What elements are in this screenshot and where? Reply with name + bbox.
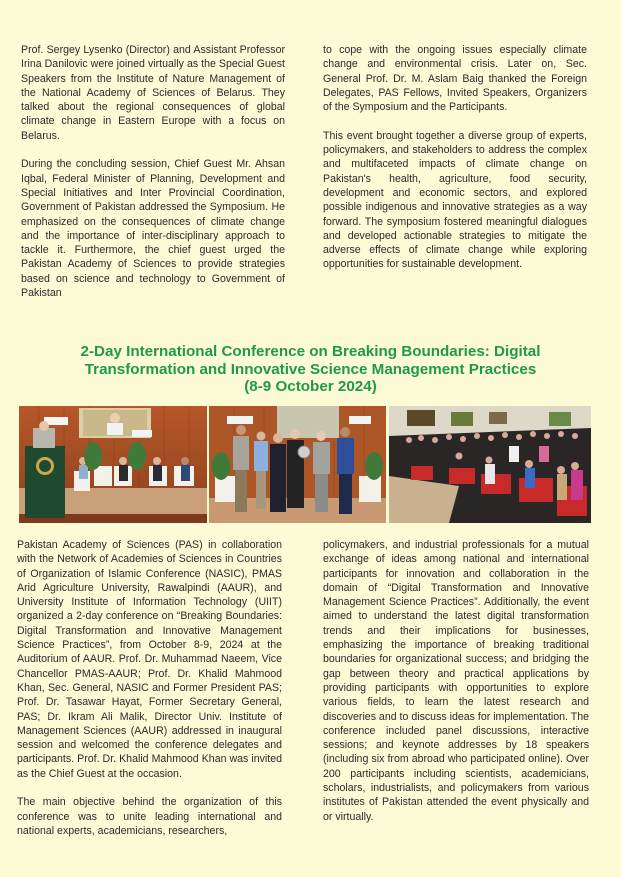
paragraph: to cope with the ongoing issues especially climate change and environmental crisis. Later on, Sec. General Prof. Dr. M. Aslam Baig thanked the Foreign Delegates, PAS Fellows, Invited Speakers, Organizers of the Symposium and the Participants. [323,44,587,114]
photo-speaker-at-podium [19,406,207,523]
conference-title [0,343,621,396]
photo-award-presentation [209,406,386,523]
photo-award-presentation-image [209,406,386,523]
paragraph: Pakistan Academy of Sciences (PAS) in collaboration with the Network of Academies of Sciences in Countries of Organization of Islamic Conference (NASIC), PMAS Arid Agriculture University, Rawalpindi (AAUR), and University Institute of Information Technology (UIIT) organized a 2-day conference on “Breaking Boundaries: Digital Transformation and Innovative Management Science Practices”, from October 8-9, 2024 at the Auditorium of AAUR. Prof. Dr. Muhammad Naeem, Vice Chancellor PMAS-AAUR; Prof. Dr. Khalid Mahmood Khan, Sec. General, NASIC and Former President PAS; Prof. Dr. Tasawar Hayat, Former Secretary General, PAS; Dr. Ikram Ali Malik, Director Univ. Institute of Management Sciences (AAUR) addressed in inaugural session and welcomed the conference delegates and participants. Prof. Dr. Khalid Mahmood Khan was invited as the Chief Guest at the occasion. [17,539,282,780]
paragraph: This event brought together a diverse group of experts, policymakers, and stakeholders to address the complex and multifaceted impacts of climate change on Pakistan's health, agriculture, food security, development and economic sectors, and explored possible indigenous and innovative strategies as a way forward. The symposium fostered meaningful dialogues and developed actionable strategies to mitigate the adverse effects of climate change while exploring opportunities for sustainable development. [323,129,587,271]
top-left-column [21,43,285,300]
conference-left-column [17,538,282,838]
photo-speaker-at-podium-image [19,406,207,523]
paragraph: The main objective behind the organization of this conference was to unite leading international and national experts, academicians, researchers, [17,796,282,837]
conference-title-line: Transformation and Innovative Science Management Practices [84,360,537,378]
top-right-column [323,43,587,272]
paragraph: During the concluding session, Chief Guest Mr. Ahsan Iqbal, Federal Minister of Planning, Development and Special Initiatives and Inter Provincial Coordination, Government of Pakistan addressed the Symposium. He emphasized on the consequences of climate change and the importance of inter-disciplinary approach to tackle it. Furthermore, the chief guest urged the Pakistan Academy of Sciences to provide strategies based on science and technology to Government of Pakistan [21,158,285,300]
paragraph: policymakers, and industrial professionals for a mutual exchange of ideas among national and international participants for innovation and collaboration in the domain of “Digital Transformation and Innovative Management Science Practices”. Additionally, the event aimed to understand the latest digital transformation trends and their implications for businesses, emphasizing the importance of breaking traditional boundaries for organizational success; and bridging the gap between theory and practical applications by providing participants with opportunities to explore various fields, to learn the latest research and discoveries and to discuss ideas for implementation. The conference included panel discussions, interactive sessions; and keynote addresses by 18 speakers (including six from abroad who participated online). Over 200 participants including scientists, academicians, scholars, industrialists, and policymakers from various institutes of Pakistan attended the event physically and or virtually. [323,539,589,823]
photo-audience-image [389,406,591,523]
paragraph: Prof. Sergey Lysenko (Director) and Assistant Professor Irina Danilovic were joined virtually as the Special Guest Speakers from the Institute of Nature Management of the National Academy of Sciences of Belarus. They talked about the regional consequences of global climate change in Eastern Europe with a focus on Belarus. [21,44,285,142]
conference-right-column [323,538,589,824]
photo-strip [0,406,621,523]
conference-date: (8-9 October 2024) [244,378,377,395]
photo-audience [389,406,591,523]
conference-title-line: 2-Day International Conference on Breaking Boundaries: Digital [80,343,541,360]
